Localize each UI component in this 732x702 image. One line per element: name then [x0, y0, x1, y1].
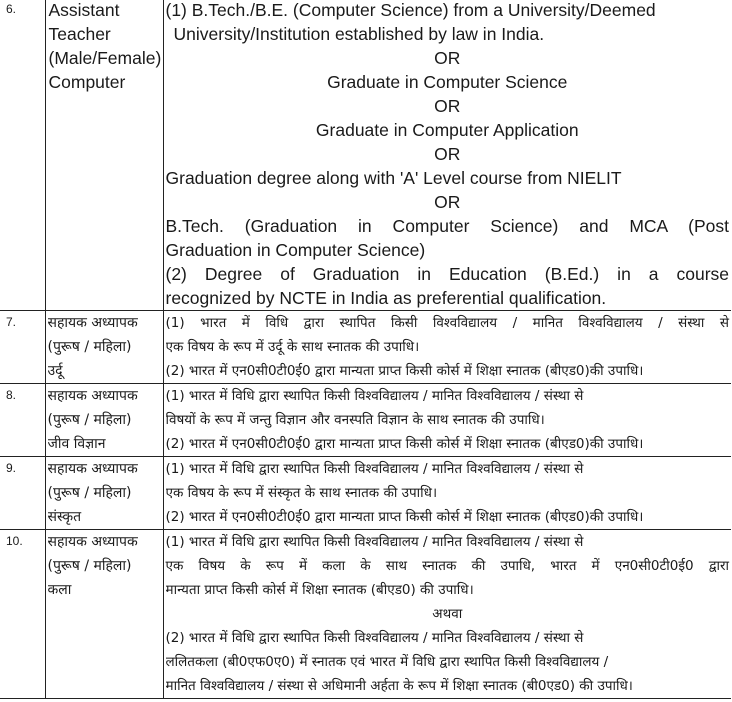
qualification-line: University/Institution established by law in India. [173, 24, 545, 44]
or-separator: OR [434, 144, 461, 164]
qualification-line: एक विषय के रूप में कला के साथ स्नातक की उपाधि, भारत में एन0सी0टी0ई0 द्वारा [165, 558, 729, 574]
post-line: जीव विज्ञान [47, 436, 106, 452]
qualification-line: Graduate in Computer Science [327, 72, 568, 92]
row-number: 10. [6, 534, 23, 548]
table-row-10 [0, 530, 731, 699]
row-number: 7. [6, 315, 17, 329]
post-line: सहायक अध्यापक [47, 534, 138, 550]
or-separator: अथवा [432, 606, 463, 622]
post-line: संस्कृत [47, 509, 82, 525]
qualification-line: Graduate in Computer Application [315, 120, 579, 140]
qualification-cell [163, 311, 731, 384]
qualification-line: (2) भारत में एन0सी0टी0ई0 द्वारा मान्यता प्राप्त किसी कोर्स में शिक्षा स्नातक (बीएड0)की उपाधि। [165, 436, 644, 452]
table-row-9 [0, 457, 731, 530]
post-line: Teacher [48, 24, 111, 44]
qualification-line: (1) भारत में विधि द्वारा स्थापित किसी विश्वविद्यालय / मानित विश्वविद्यालय / संस्था से [165, 461, 584, 477]
post-line: Assistant [48, 0, 120, 20]
post-cell [45, 0, 163, 311]
qualification-line: एक विषय के रूप में संस्कृत के साथ स्नातक की उपाधि। [165, 485, 438, 501]
or-separator: OR [434, 96, 461, 116]
qualification-line: विषयों के रूप में जन्तु विज्ञान और वनस्पति विज्ञान के साथ स्नातक की उपाधि। [165, 412, 545, 428]
table-row-6 [0, 0, 731, 311]
post-cell [45, 457, 163, 530]
qualification-line: Graduation in Computer Science) [165, 240, 426, 260]
qualification-line: (2) भारत में एन0सी0टी0ई0 द्वारा मान्यता प्राप्त किसी कोर्स में शिक्षा स्नातक (बीएड0)की उपाधि। [165, 363, 644, 379]
qualification-cell [163, 457, 731, 530]
row-number: 6. [6, 2, 17, 16]
row-number: 8. [6, 388, 17, 402]
qualification-line: मानित विश्वविद्यालय / संस्था से अधिमानी अर्हता के रूप में शिक्षा स्नातक (बी0एड0) की उपाधि। [165, 678, 633, 694]
row-number-cell [0, 530, 45, 699]
or-separator: OR [434, 192, 461, 212]
post-line: कला [47, 582, 72, 598]
post-line: (पुरूष / महिला) [47, 339, 132, 355]
qualification-line: एक विषय के रूप में उर्दू के साथ स्नातक की उपाधि। [165, 339, 420, 355]
row-number-cell [0, 311, 45, 384]
row-number-cell [0, 0, 45, 311]
qualification-line: B.Tech. (Graduation in Computer Science) and MCA (Post [165, 216, 729, 236]
post-line: सहायक अध्यापक [47, 388, 138, 404]
post-line: सहायक अध्यापक [47, 315, 138, 331]
qualification-line: Graduation degree along with 'A' Level course from NIELIT [165, 168, 622, 188]
qualification-cell [163, 384, 731, 457]
qualification-line: (2) भारत में विधि द्वारा स्थापित किसी विश्वविद्यालय / मानित विश्वविद्यालय / संस्था से [165, 630, 584, 646]
qualification-line: recognized by NCTE in India as preferential qualification. [165, 288, 607, 308]
post-line: Computer [48, 72, 126, 92]
post-line: उर्दू [47, 363, 63, 379]
qualification-line: (2) Degree of Graduation in Education (B.Ed.) in a course [165, 264, 729, 284]
qualification-line: (1) भारत में विधि द्वारा स्थापित किसी विश्वविद्यालय / मानित विश्वविद्यालय / संस्था से [165, 315, 729, 331]
qualification-line: (1) भारत में विधि द्वारा स्थापित किसी विश्वविद्यालय / मानित विश्वविद्यालय / संस्था से [165, 388, 584, 404]
row-number-cell [0, 457, 45, 530]
qualification-cell [163, 0, 731, 311]
qualification-line: (1) भारत में विधि द्वारा स्थापित किसी विश्वविद्यालय / मानित विश्वविद्यालय / संस्था से [165, 534, 584, 550]
qualification-line: (1) B.Tech./B.E. (Computer Science) from a University/Deemed [165, 0, 656, 20]
table-row-7 [0, 311, 731, 384]
qualification-cell [163, 530, 731, 699]
post-cell [45, 384, 163, 457]
qualification-line: मान्यता प्राप्त किसी कोर्स में शिक्षा स्नातक (बीएड0) की उपाधि। [165, 582, 474, 598]
post-line: (Male/Female) [48, 48, 162, 68]
table-row-8 [0, 384, 731, 457]
row-number-cell [0, 384, 45, 457]
row-number: 9. [6, 461, 17, 475]
qualification-line: ललितकला (बी0एफ0ए0) में स्नातक एवं भारत में विधि द्वारा स्थापित किसी विश्वविद्यालय / [165, 654, 609, 670]
post-cell [45, 311, 163, 384]
post-line: (पुरूष / महिला) [47, 485, 132, 501]
qualification-line: (2) भारत में एन0सी0टी0ई0 द्वारा मान्यता प्राप्त किसी कोर्स में शिक्षा स्नातक (बीएड0)की उपाधि। [165, 509, 644, 525]
post-line: (पुरूष / महिला) [47, 558, 132, 574]
or-separator: OR [434, 48, 461, 68]
post-cell [45, 530, 163, 699]
post-line: सहायक अध्यापक [47, 461, 138, 477]
post-line: (पुरूष / महिला) [47, 412, 132, 428]
